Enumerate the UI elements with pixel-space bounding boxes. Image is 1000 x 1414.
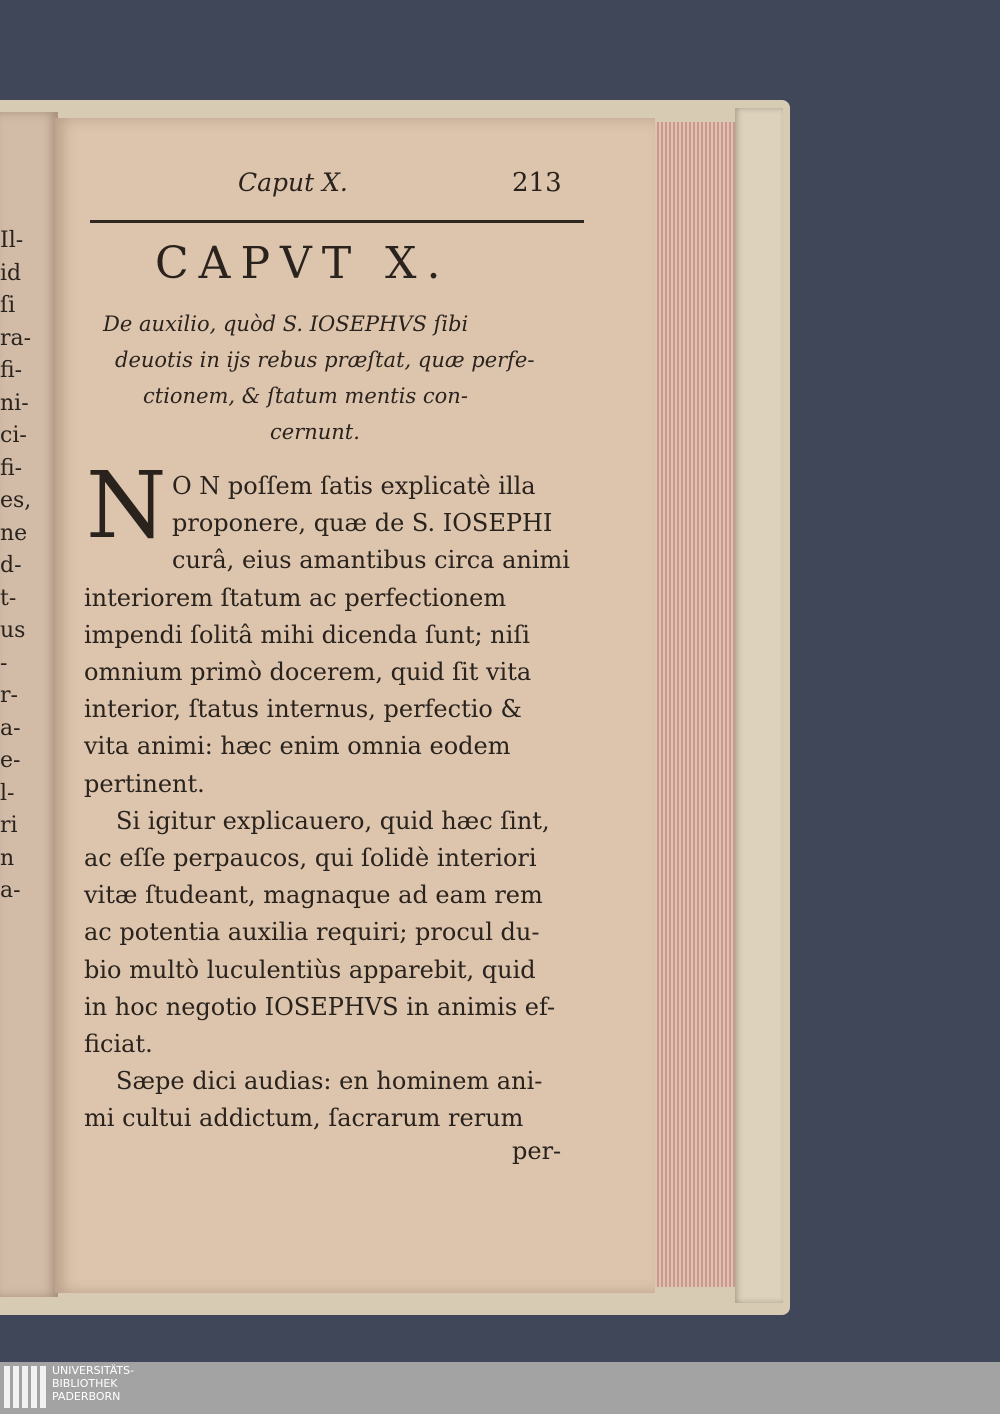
- chapter-title: CAPVT X.: [155, 238, 451, 289]
- body-line: O N poſſem ſatis explicatè illa: [172, 472, 536, 500]
- library-logo-icon: [4, 1366, 49, 1412]
- body-line: interior, ſtatus internus, perfectio &: [84, 695, 522, 724]
- left-page-fragment: id: [0, 260, 22, 286]
- left-page-fragment: a-: [0, 878, 21, 903]
- subtitle-line: De auxilio, quòd S. IOSEPHVS ſibi: [103, 312, 469, 336]
- body-line: ficiat.: [84, 1030, 153, 1058]
- body-line: curâ, eius amantibus circa animi: [172, 546, 570, 575]
- left-page-fragment: es,: [0, 488, 32, 513]
- body-line: ac eſſe perpaucos, qui ſolidè interiori: [84, 844, 537, 872]
- logo-line: BIBLIOTHEK: [52, 1377, 118, 1390]
- left-page-fragment: ra-: [0, 325, 32, 351]
- left-page-fragment: ni-: [0, 390, 29, 416]
- running-head: Caput X.: [238, 168, 348, 197]
- left-page-fragment: fi-: [0, 455, 23, 481]
- catchword: per-: [512, 1137, 562, 1165]
- subtitle-line: cernunt.: [270, 420, 360, 444]
- body-line: proponere, quæ de S. IOSEPHI: [172, 509, 553, 538]
- body-line: Si igitur explicauero, quid hæc ſint,: [116, 806, 550, 835]
- left-page-fragment: ri: [0, 813, 18, 838]
- library-logo-text: [52, 1364, 134, 1403]
- subtitle-line: ctionem, & ſtatum mentis con-: [143, 384, 468, 408]
- logo-line: PADERBORN: [52, 1390, 121, 1403]
- body-line: interiorem ſtatum ac perfectionem: [84, 583, 507, 612]
- book-fore-edge-cover: [735, 108, 783, 1303]
- left-page-fragment: e-: [0, 748, 21, 773]
- page-number: 213: [512, 168, 562, 198]
- left-page-fragment: l-: [0, 780, 15, 806]
- body-line: vitæ ſtudeant, magnaque ad eam rem: [84, 881, 543, 910]
- left-page-fragment: -: [0, 650, 8, 676]
- left-page-fragment: fi-: [0, 358, 23, 383]
- page-edges: [645, 122, 735, 1287]
- drop-cap: N: [86, 452, 167, 559]
- left-page-fragment: n: [0, 845, 15, 871]
- left-page-fragment: Il-: [0, 228, 24, 253]
- body-line: bio multò luculentiùs apparebit, quid: [84, 955, 536, 984]
- left-page-fragment: r-: [0, 683, 18, 708]
- body-line: pertinent.: [84, 769, 205, 798]
- left-page-fragment: t-: [0, 585, 17, 611]
- body-line: mi cultui addictum, ſacrarum rerum: [84, 1104, 524, 1133]
- subtitle-line: deuotis in ijs rebus præſtat, quæ perfe-: [115, 348, 535, 372]
- logo-line: UNIVERSITÄTS-: [52, 1364, 135, 1377]
- body-line: Sæpe dici audias: en hominem ani-: [116, 1067, 543, 1096]
- header-rule: [90, 220, 584, 223]
- body-line: in hoc negotio IOSEPHVS in animis ef-: [84, 992, 556, 1021]
- left-page-fragment: d-: [0, 553, 22, 578]
- left-page-fragment: ci-: [0, 423, 27, 448]
- left-page-fragment: a-: [0, 715, 21, 741]
- left-page-fragment: us: [0, 618, 26, 643]
- footer-bar: [0, 1362, 1000, 1414]
- left-page-fragment: ne: [0, 520, 28, 546]
- body-line: omnium primò docerem, quid ſit vita: [84, 658, 532, 686]
- body-line: ac potentia auxilia requiri; procul du-: [84, 918, 540, 947]
- left-page-fragment: ſi: [0, 293, 16, 318]
- body-line: impendi ſolitâ mihi dicenda ſunt; niſi: [84, 620, 530, 649]
- body-line: vita animi: hæc enim omnia eodem: [84, 732, 511, 761]
